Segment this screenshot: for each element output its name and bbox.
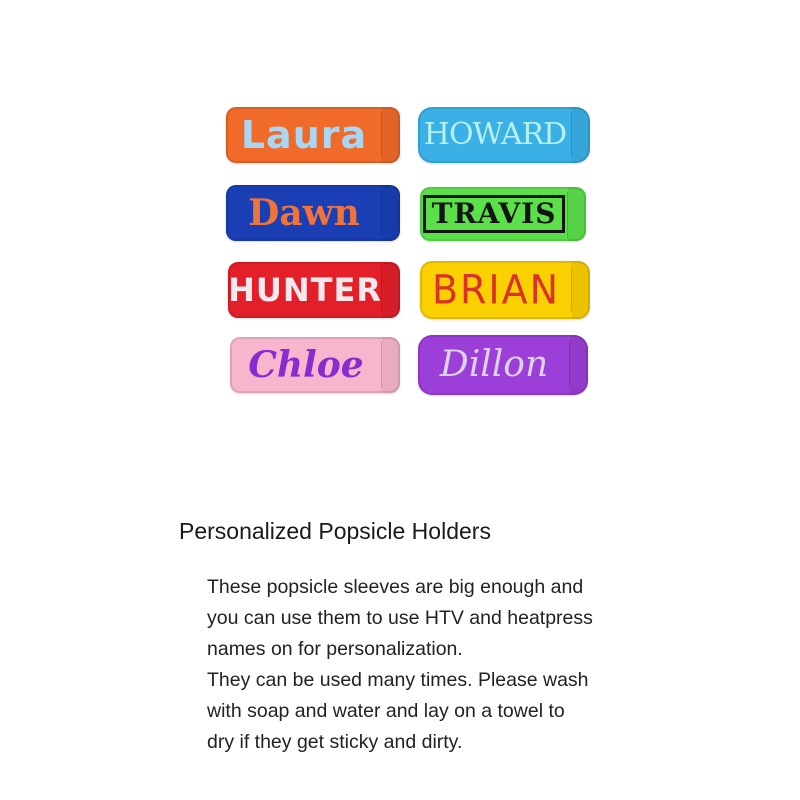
sleeve-chloe: [230, 337, 400, 393]
sleeve-brian: [420, 261, 590, 319]
sleeve-name-howard: HOWARD: [423, 117, 567, 152]
product-description: [207, 572, 667, 758]
sleeve-howard: [418, 107, 590, 163]
sleeve-name-brian: BRIAN: [431, 266, 561, 314]
product-heading: Personalized Popsicle Holders: [179, 518, 491, 544]
sleeve-laura: [226, 107, 400, 163]
sleeve-name-dillon: Dillon: [439, 344, 549, 385]
sleeve-dawn: [226, 185, 400, 241]
sleeve-name-chloe: Chloe: [248, 344, 364, 386]
sleeve-hunter: [228, 262, 400, 318]
description-line: you can use them to use HTV and heatpress: [207, 607, 593, 629]
sleeve-name-hunter: HUNTER: [228, 271, 382, 309]
description-line: with soap and water and lay on a towel to: [207, 700, 565, 722]
sleeve-name-laura: Laura: [240, 113, 368, 157]
sleeve-name-dawn: Dawn: [248, 192, 360, 234]
description-line: They can be used many times. Please wash: [207, 669, 589, 691]
description-line: dry if they get sticky and dirty.: [207, 731, 463, 753]
sleeve-dillon: [418, 335, 588, 395]
sleeve-name-travis: TRAVIS: [423, 195, 566, 233]
description-line: These popsicle sleeves are big enough and: [207, 576, 584, 598]
description-line: names on for personalization.: [207, 638, 463, 660]
sleeve-travis: [420, 187, 586, 241]
